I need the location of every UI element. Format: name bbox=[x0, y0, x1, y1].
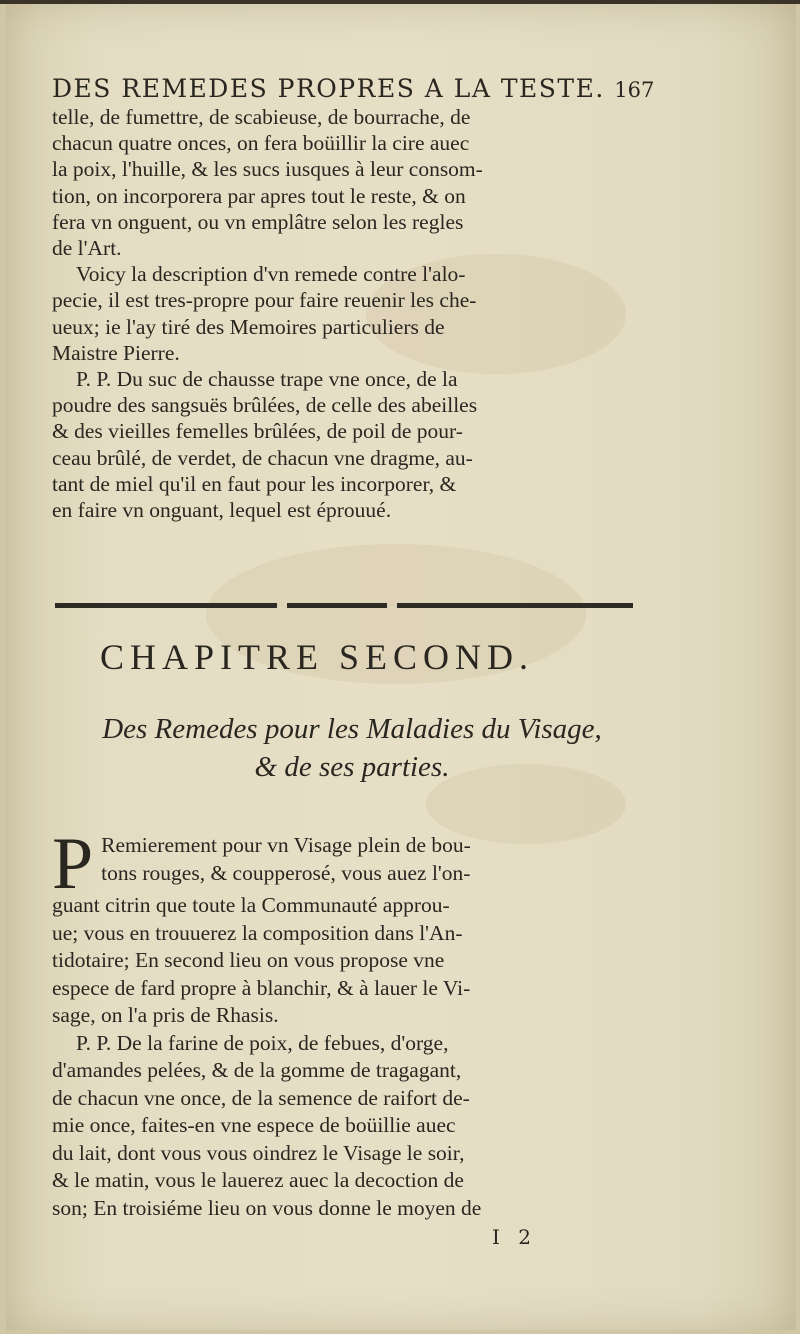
running-header bbox=[52, 74, 662, 103]
section-one-text bbox=[52, 104, 652, 523]
text-line: sage, on l'a pris de Rhasis. bbox=[52, 1003, 279, 1027]
text-line: telle, de fumettre, de scabieuse, de bourrache, de bbox=[52, 105, 471, 129]
text-line: tant de miel qu'il en faut pour les incorporer, & bbox=[52, 471, 457, 496]
ornamental-rule bbox=[55, 603, 633, 609]
text-line: mie once, faites-en vne espece de boüillie auec bbox=[52, 1113, 456, 1137]
text-line: & des vieilles femelles brûlées, de poil de pour- bbox=[52, 419, 463, 444]
text-line: Maistre Pierre. bbox=[52, 340, 180, 365]
subtitle-line: & de ses parties. bbox=[254, 751, 450, 783]
page-number: 167 bbox=[614, 78, 655, 102]
text-line: de chacun vne once, de la semence de raifort de- bbox=[52, 1085, 470, 1110]
text-line: tidotaire; En second lieu on vous propose vne bbox=[52, 948, 445, 972]
text-line: ceau brûlé, de verdet, de chacun vne dragme, au- bbox=[52, 445, 473, 470]
text-line: guant citrin que toute la Communauté approu- bbox=[52, 893, 450, 917]
text-line: son; En troisiéme lieu on vous donne le moyen de bbox=[52, 1195, 482, 1220]
text-line: fera vn onguent, ou vn emplâtre selon les regles bbox=[52, 209, 464, 234]
text-line: Voicy la description d'vn remede contre l'alo- bbox=[76, 262, 466, 287]
text-line: ueux; ie l'ay tiré des Memoires particuliers de bbox=[52, 314, 445, 339]
chapter-heading: CHAPITRE SECOND. bbox=[100, 637, 535, 677]
chapter-subtitle bbox=[52, 710, 652, 786]
text-line: & le matin, vous le lauerez auec la decoction de bbox=[52, 1168, 464, 1192]
text-line: d'amandes pelées, & de la gomme de tragagant, bbox=[52, 1058, 462, 1082]
text-line: ue; vous en trouuerez la composition dans l'An- bbox=[52, 920, 463, 945]
subtitle-line: Des Remedes pour les Maladies du Visage, bbox=[102, 713, 602, 745]
text-line: pecie, il est tres-propre pour faire reuenir les che- bbox=[52, 288, 477, 313]
text-line: en faire vn onguant, lequel est éprouué. bbox=[52, 498, 392, 523]
drop-cap: P bbox=[52, 823, 94, 905]
text-line: la poix, l'huille, & les sucs iusques à leur consom- bbox=[52, 157, 483, 182]
text-line: du lait, dont vous vous oindrez le Visage le soir, bbox=[52, 1140, 465, 1165]
text-line: P. P. De la farine de poix, de febues, d'orge, bbox=[76, 1030, 449, 1055]
section-two-text bbox=[52, 823, 652, 1222]
text-line: espece de fard propre à blanchir, & à lauer le Vi- bbox=[52, 975, 471, 1000]
text-line: de l'Art. bbox=[52, 236, 122, 261]
running-title: DES REMEDES PROPRES A LA TESTE. bbox=[52, 74, 605, 103]
text-line: P. P. Du suc de chausse trape vne once, de la bbox=[76, 367, 458, 392]
text-line: tion, on incorporera par apres tout le reste, & on bbox=[52, 183, 466, 208]
text-line: chacun quatre onces, on fera boüillir la cire auec bbox=[52, 131, 470, 156]
text-line: Remierement pour vn Visage plein de bou- bbox=[101, 833, 471, 857]
signature-mark: I 2 bbox=[492, 1225, 537, 1249]
text-line: tons rouges, & coupperosé, vous auez l'on- bbox=[101, 860, 471, 885]
text-line: poudre des sangsuës brûlées, de celle des abeilles bbox=[52, 393, 478, 418]
